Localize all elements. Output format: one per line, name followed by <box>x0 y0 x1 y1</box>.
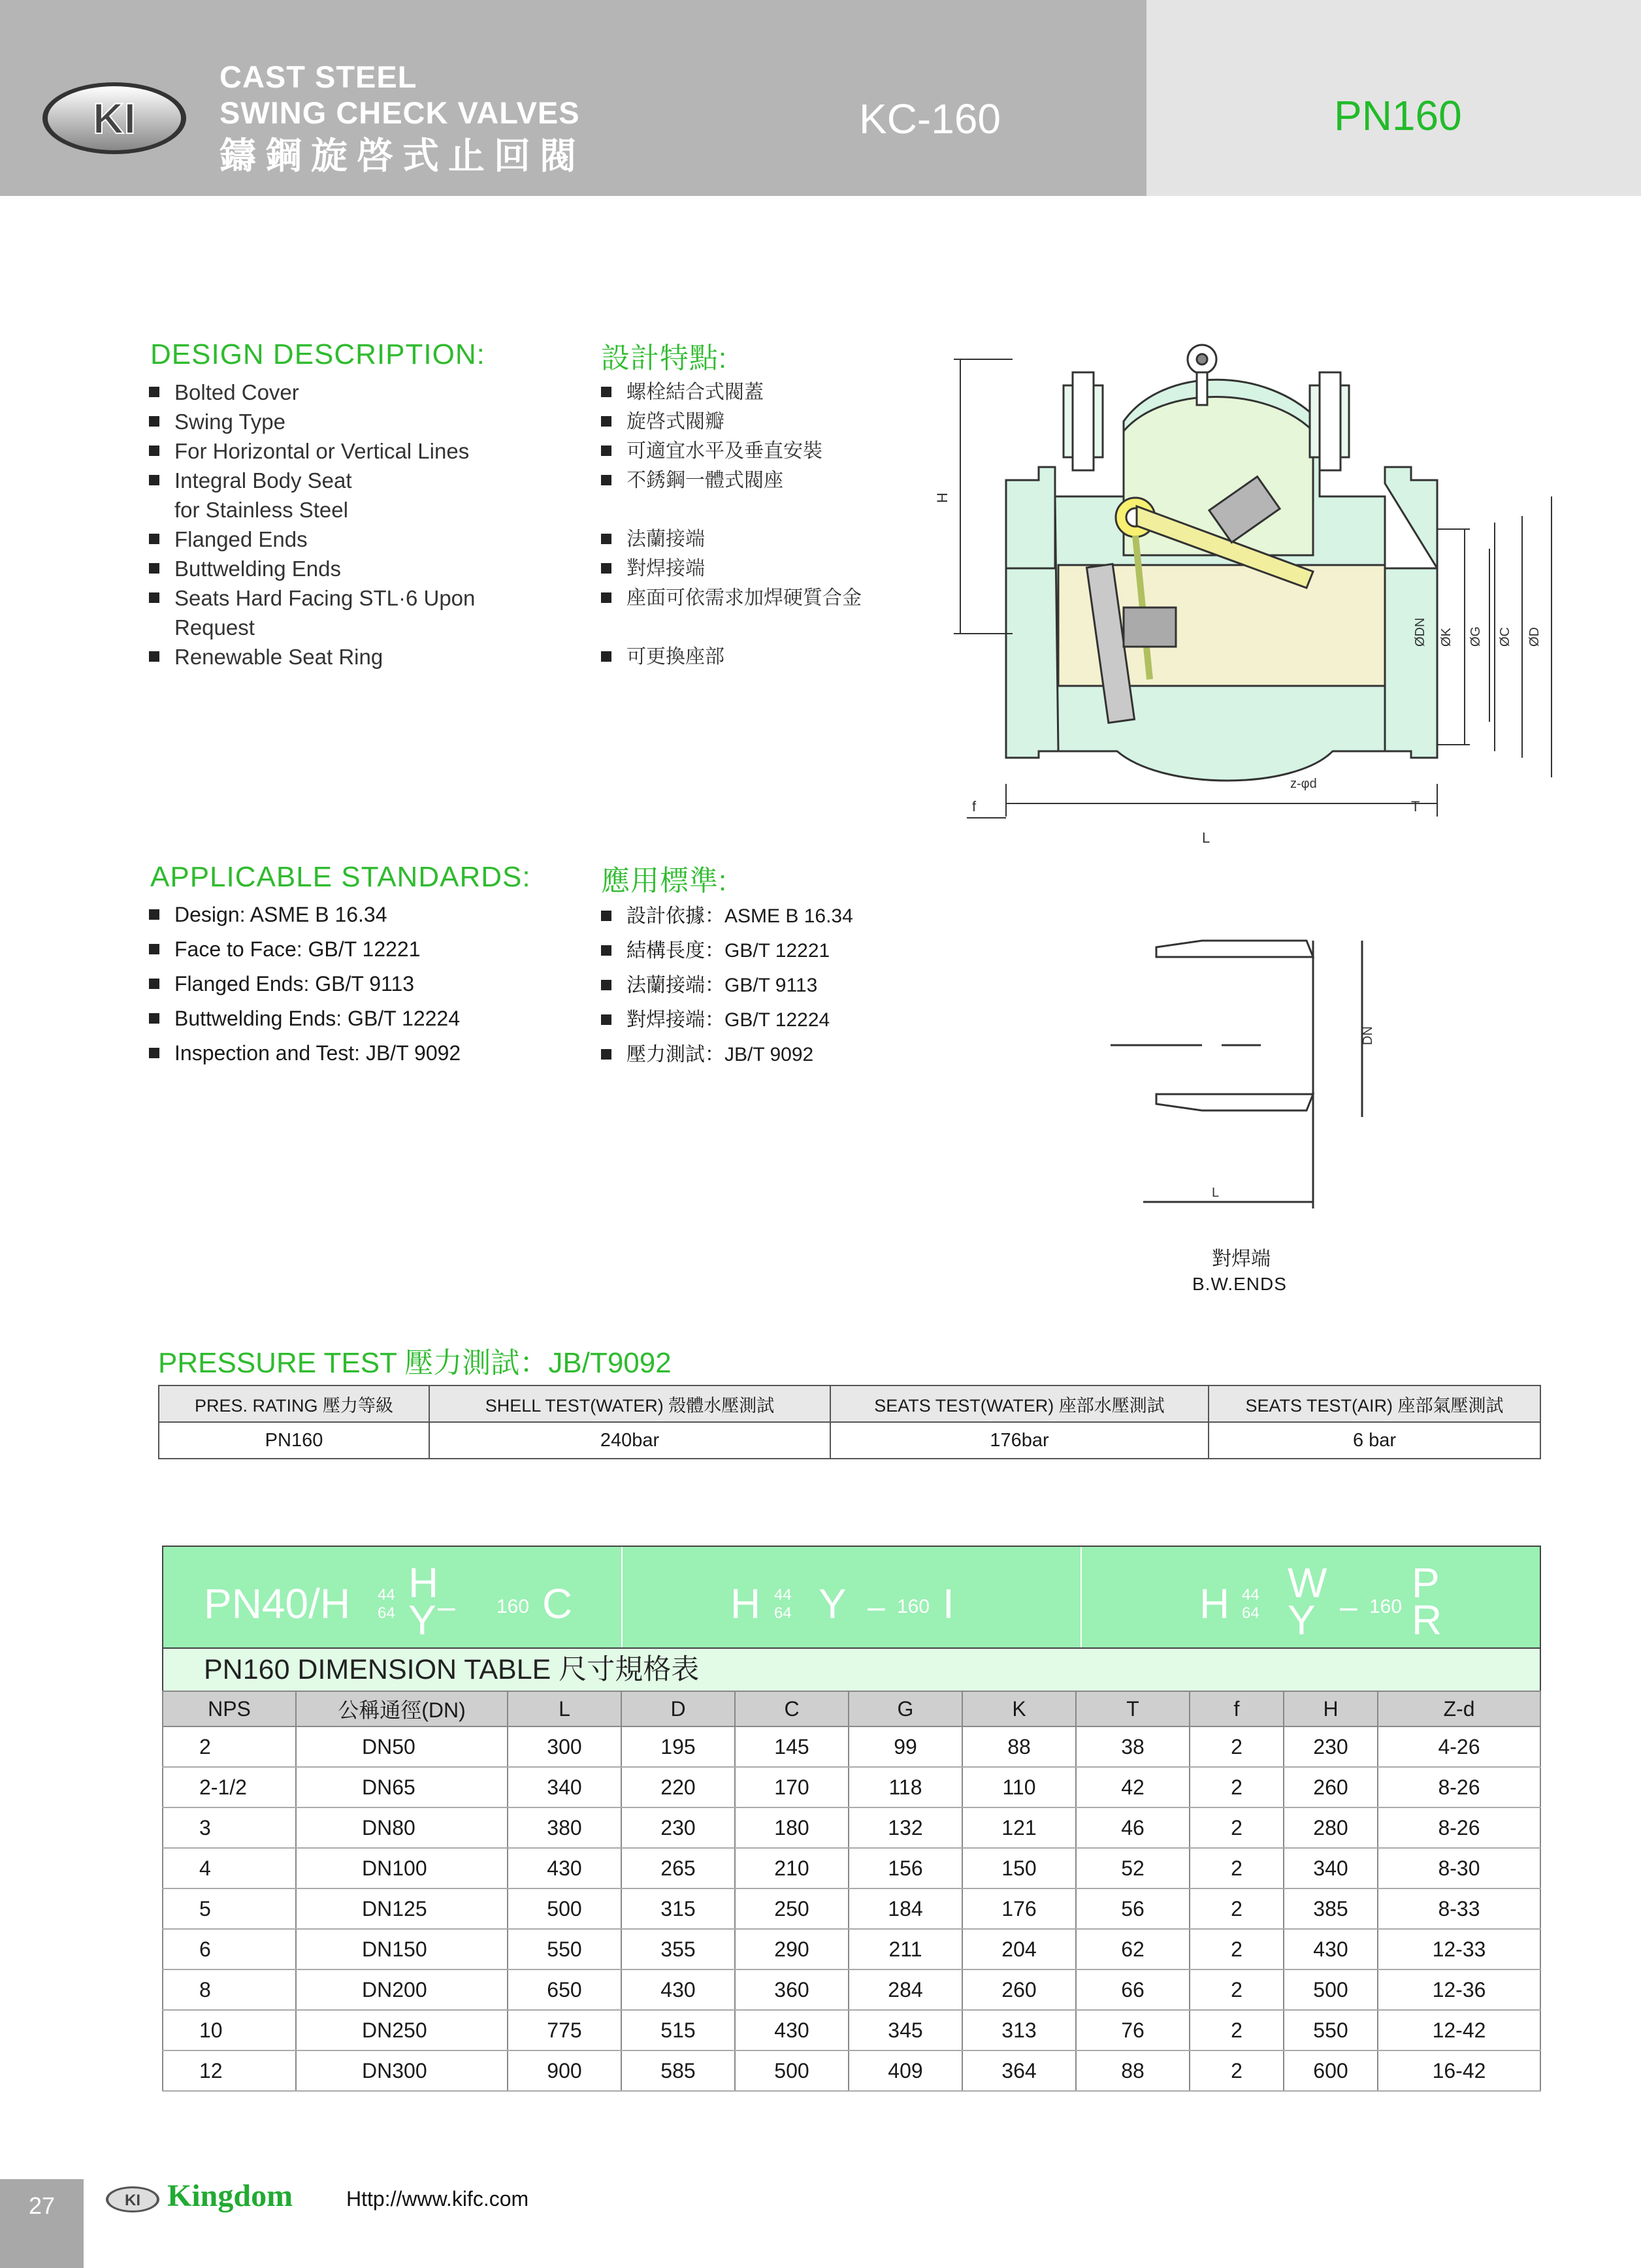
list-item: Flanged Ends: GB/T 9113 <box>148 967 566 1001</box>
table-cell: 118 <box>849 1767 962 1807</box>
table-cell: 5 <box>163 1888 296 1929</box>
table-cell: 170 <box>735 1767 849 1807</box>
table-cell: 2 <box>1190 1929 1284 1969</box>
table-header: T <box>1076 1691 1190 1726</box>
table-cell: 364 <box>962 2050 1076 2091</box>
dim-label-k: ØK <box>1439 628 1454 647</box>
table-cell: 176 <box>962 1888 1076 1929</box>
table-cell: 42 <box>1076 1767 1190 1807</box>
table-cell: 360 <box>735 1969 849 2010</box>
ki-logo <box>41 80 188 157</box>
table-cell: 500 <box>735 2050 849 2091</box>
table-cell: 121 <box>962 1807 1076 1848</box>
table-cell: 775 <box>508 2010 621 2050</box>
table-cell: 52 <box>1076 1848 1190 1888</box>
table-cell: 16-42 <box>1378 2050 1540 2091</box>
header-title-line1: CAST STEEL <box>219 59 417 94</box>
list-item: Inspection and Test: JB/T 9092 <box>148 1036 566 1071</box>
table-cell: 265 <box>621 1848 735 1888</box>
table-cell: 2-1/2 <box>163 1767 296 1807</box>
table-cell: 220 <box>621 1767 735 1807</box>
table-cell: 2 <box>1190 2010 1284 2050</box>
dim-label-t: T <box>1411 798 1420 815</box>
list-item: 壓力測試：JB/T 9092 <box>600 1037 939 1072</box>
table-cell: 56 <box>1076 1888 1190 1929</box>
table-cell: 550 <box>508 1929 621 1969</box>
page-number: 27 <box>28 2192 56 2219</box>
table-header: f <box>1190 1691 1284 1726</box>
list-item: Flanged Ends <box>148 525 566 554</box>
list-item: 設計依據：ASME B 16.34 <box>600 899 939 933</box>
table-cell: 132 <box>849 1807 962 1848</box>
table-cell: 385 <box>1284 1888 1378 1929</box>
table-cell: 300 <box>508 1726 621 1767</box>
list-item: Swing Type <box>148 407 566 436</box>
table-cell: 66 <box>1076 1969 1190 2010</box>
table-cell: 38 <box>1076 1726 1190 1767</box>
list-item: Bolted Cover <box>148 378 566 407</box>
bw-caption-en: B.W.ENDS <box>1192 1274 1287 1294</box>
table-cell: 430 <box>621 1969 735 2010</box>
list-item: 對焊接端 <box>600 554 939 583</box>
list-item: 對焊接端：GB/T 12224 <box>600 1003 939 1037</box>
list-item: Integral Body Seat <box>148 466 566 495</box>
website-url: Http://www.kifc.com <box>346 2187 529 2211</box>
list-item: 不銹鋼一體式閥座 <box>600 466 939 495</box>
dim-label-g: ØG <box>1469 626 1483 647</box>
table-cell: 99 <box>849 1726 962 1767</box>
list-item: 可適宜水平及垂直安裝 <box>600 436 939 466</box>
list-item: 結構長度：GB/T 12221 <box>600 933 939 968</box>
svg-text:KI: KI <box>125 2192 140 2209</box>
list-item: 法蘭接端 <box>600 525 939 554</box>
table-cell: DN50 <box>296 1726 508 1767</box>
table-cell: 2 <box>1190 1848 1284 1888</box>
table-cell: 10 <box>163 2010 296 2050</box>
table-cell: 12 <box>163 2050 296 2091</box>
standards-list-en <box>148 898 566 1071</box>
dim-label-dn: ØDN <box>1413 617 1427 647</box>
table-header: L <box>508 1691 621 1726</box>
table-cell: 515 <box>621 2010 735 2050</box>
list-item: Design: ASME B 16.34 <box>148 898 566 932</box>
table-cell: 2 <box>1190 2050 1284 2091</box>
dimension-table <box>162 1691 1541 2092</box>
table-cell: 240bar <box>429 1422 830 1459</box>
table-row <box>163 2050 1540 2091</box>
table-cell: 260 <box>962 1969 1076 2010</box>
dim-label-h: H <box>934 493 950 503</box>
table-cell: 260 <box>1284 1767 1378 1807</box>
standards-list-zh <box>600 899 939 1072</box>
table-cell: 380 <box>508 1807 621 1848</box>
table-row <box>163 1807 1540 1848</box>
table-cell: DN150 <box>296 1929 508 1969</box>
valve-section-drawing <box>928 340 1568 856</box>
list-item: Request <box>174 615 255 640</box>
table-cell: 62 <box>1076 1929 1190 1969</box>
table-header: 公稱通徑(DN) <box>296 1691 508 1726</box>
list-item: For Horizontal or Vertical Lines <box>148 436 566 466</box>
table-row <box>159 1422 1540 1459</box>
table-cell: 600 <box>1284 2050 1378 2091</box>
table-header: K <box>962 1691 1076 1726</box>
list-item: 可更換座部 <box>600 642 939 672</box>
table-cell: 500 <box>1284 1969 1378 2010</box>
table-cell: 284 <box>849 1969 962 2010</box>
table-cell: 12-36 <box>1378 1969 1540 2010</box>
table-cell: 409 <box>849 2050 962 2091</box>
table-cell: 280 <box>1284 1807 1378 1848</box>
table-header: H <box>1284 1691 1378 1726</box>
pressure-test-title: PRESSURE TEST 壓力測試：JB/T9092 <box>158 1347 672 1379</box>
table-row <box>163 1726 1540 1767</box>
list-item: 座面可依需求加焊硬質合金 <box>600 583 939 613</box>
table-cell: 12-33 <box>1378 1929 1540 1969</box>
table-header: NPS <box>163 1691 296 1726</box>
dim-label-c: ØC <box>1498 627 1512 647</box>
table-cell: 4 <box>163 1848 296 1888</box>
table-cell: DN300 <box>296 2050 508 2091</box>
bw-dn-label: DN <box>1361 1026 1375 1045</box>
table-cell: 2 <box>1190 1969 1284 2010</box>
model-code-cell-3: H 44 64 W Y – 160 P R <box>1199 1559 1442 1644</box>
table-cell: 2 <box>163 1726 296 1767</box>
table-cell: 6 <box>163 1929 296 1969</box>
table-cell: DN80 <box>296 1807 508 1848</box>
model-code: KC-160 <box>859 95 1001 142</box>
table-cell: 8 <box>163 1969 296 2010</box>
table-cell: 340 <box>508 1767 621 1807</box>
table-cell: 110 <box>962 1767 1076 1807</box>
table-header: C <box>735 1691 849 1726</box>
table-cell: 250 <box>735 1888 849 1929</box>
table-cell: 430 <box>1284 1929 1378 1969</box>
svg-text:KI: KI <box>93 94 136 142</box>
list-item: 旋啓式閥瓣 <box>600 407 939 436</box>
table-cell: 2 <box>1190 1767 1284 1807</box>
table-cell: DN65 <box>296 1767 508 1807</box>
header-title-chinese: 鑄鋼旋啓式止回閥 <box>219 135 585 176</box>
list-item: Face to Face: GB/T 12221 <box>148 932 566 967</box>
table-cell: 8-33 <box>1378 1888 1540 1929</box>
dimension-section <box>162 1546 1541 2092</box>
table-cell: 313 <box>962 2010 1076 2050</box>
table-cell: 6 bar <box>1209 1422 1540 1459</box>
table-cell: 3 <box>163 1807 296 1848</box>
table-cell: 2 <box>1190 1726 1284 1767</box>
table-cell: 900 <box>508 2050 621 2091</box>
table-cell: 195 <box>621 1726 735 1767</box>
table-cell: 150 <box>962 1848 1076 1888</box>
table-cell: 345 <box>849 2010 962 2050</box>
table-cell: 8-26 <box>1378 1767 1540 1807</box>
table-cell: 8-30 <box>1378 1848 1540 1888</box>
design-list-en <box>148 378 566 672</box>
table-cell: 430 <box>508 1848 621 1888</box>
design-list-zh <box>600 378 939 672</box>
table-cell: 430 <box>735 2010 849 2050</box>
standards-title-zh: 應用標準: <box>601 865 728 897</box>
table-header: G <box>849 1691 962 1726</box>
table-cell: 230 <box>621 1807 735 1848</box>
table-cell: 176bar <box>830 1422 1209 1459</box>
table-row <box>163 1767 1540 1807</box>
model-code-band <box>162 1546 1541 1649</box>
table-row <box>163 1888 1540 1929</box>
table-cell: 145 <box>735 1726 849 1767</box>
model-code-cell-1: PN40/H 44 64 H Y – 160 C <box>163 1547 623 1647</box>
dimension-table-caption: PN160 DIMENSION TABLE 尺寸規格表 <box>162 1649 1541 1691</box>
table-header: D <box>621 1691 735 1726</box>
dim-label-d: ØD <box>1527 627 1542 647</box>
table-cell: 204 <box>962 1929 1076 1969</box>
buttweld-end-drawing <box>1104 928 1411 1208</box>
table-row <box>163 1929 1540 1969</box>
table-cell: DN125 <box>296 1888 508 1929</box>
table-cell: 8-26 <box>1378 1807 1540 1848</box>
dim-label-f: f <box>972 798 977 815</box>
table-cell: 180 <box>735 1807 849 1848</box>
table-cell: 88 <box>1076 2050 1190 2091</box>
brand-name: Kingdom <box>167 2179 293 2213</box>
table-cell: 550 <box>1284 2010 1378 2050</box>
list-item: Buttwelding Ends <box>148 554 566 583</box>
table-cell: 76 <box>1076 2010 1190 2050</box>
table-cell: 184 <box>849 1888 962 1929</box>
list-item: for Stainless Steel <box>174 498 348 522</box>
table-header: SEATS TEST(WATER) 座部水壓測試 <box>830 1385 1209 1422</box>
table-cell: 211 <box>849 1929 962 1969</box>
standards-title-en: APPLICABLE STANDARDS: <box>150 861 531 893</box>
table-header: SHELL TEST(WATER) 殼體水壓測試 <box>429 1385 830 1422</box>
table-header: Z-d <box>1378 1691 1540 1726</box>
bw-l-label: L <box>1212 1186 1220 1200</box>
pressure-class: PN160 <box>1334 92 1462 139</box>
table-header: SEATS TEST(AIR) 座部氣壓測試 <box>1209 1385 1540 1422</box>
pressure-test-table <box>158 1385 1541 1459</box>
bw-caption-zh: 對焊端 <box>1212 1248 1271 1270</box>
list-item: Renewable Seat Ring <box>148 642 566 672</box>
table-row <box>163 2010 1540 2050</box>
ki-small-logo <box>105 2185 161 2214</box>
list-item: Buttwelding Ends: GB/T 12224 <box>148 1001 566 1036</box>
table-cell: 2 <box>1190 1807 1284 1848</box>
table-cell: DN100 <box>296 1848 508 1888</box>
table-row <box>163 1848 1540 1888</box>
table-cell: DN250 <box>296 2010 508 2050</box>
table-cell: 46 <box>1076 1807 1190 1848</box>
model-code-cell-2: H 44 64 Y – 160 I <box>623 1547 1082 1647</box>
table-cell: 585 <box>621 2050 735 2091</box>
table-cell: 88 <box>962 1726 1076 1767</box>
table-cell: 230 <box>1284 1726 1378 1767</box>
table-cell: 650 <box>508 1969 621 2010</box>
table-cell: 4-26 <box>1378 1726 1540 1767</box>
table-cell: 340 <box>1284 1848 1378 1888</box>
list-item: 法蘭接端：GB/T 9113 <box>600 968 939 1003</box>
table-cell: DN200 <box>296 1969 508 2010</box>
dim-label-l: L <box>1202 830 1210 846</box>
table-cell: 500 <box>508 1888 621 1929</box>
table-cell: 315 <box>621 1888 735 1929</box>
header-title-line2: SWING CHECK VALVES <box>219 95 580 130</box>
list-item: 螺栓結合式閥蓋 <box>600 378 939 407</box>
table-cell: 156 <box>849 1848 962 1888</box>
table-header: PRES. RATING 壓力等級 <box>159 1385 429 1422</box>
design-title-zh: 設計特點: <box>601 342 728 374</box>
dim-label-zd: z-φd <box>1290 777 1317 791</box>
list-item: Seats Hard Facing STL·6 Upon <box>148 583 566 613</box>
table-row <box>163 1969 1540 2010</box>
table-cell: PN160 <box>159 1422 429 1459</box>
table-cell: 290 <box>735 1929 849 1969</box>
table-cell: 12-42 <box>1378 2010 1540 2050</box>
design-title-en: DESIGN DESCRIPTION: <box>150 338 485 370</box>
table-cell: 210 <box>735 1848 849 1888</box>
table-cell: 355 <box>621 1929 735 1969</box>
table-cell: 2 <box>1190 1888 1284 1929</box>
